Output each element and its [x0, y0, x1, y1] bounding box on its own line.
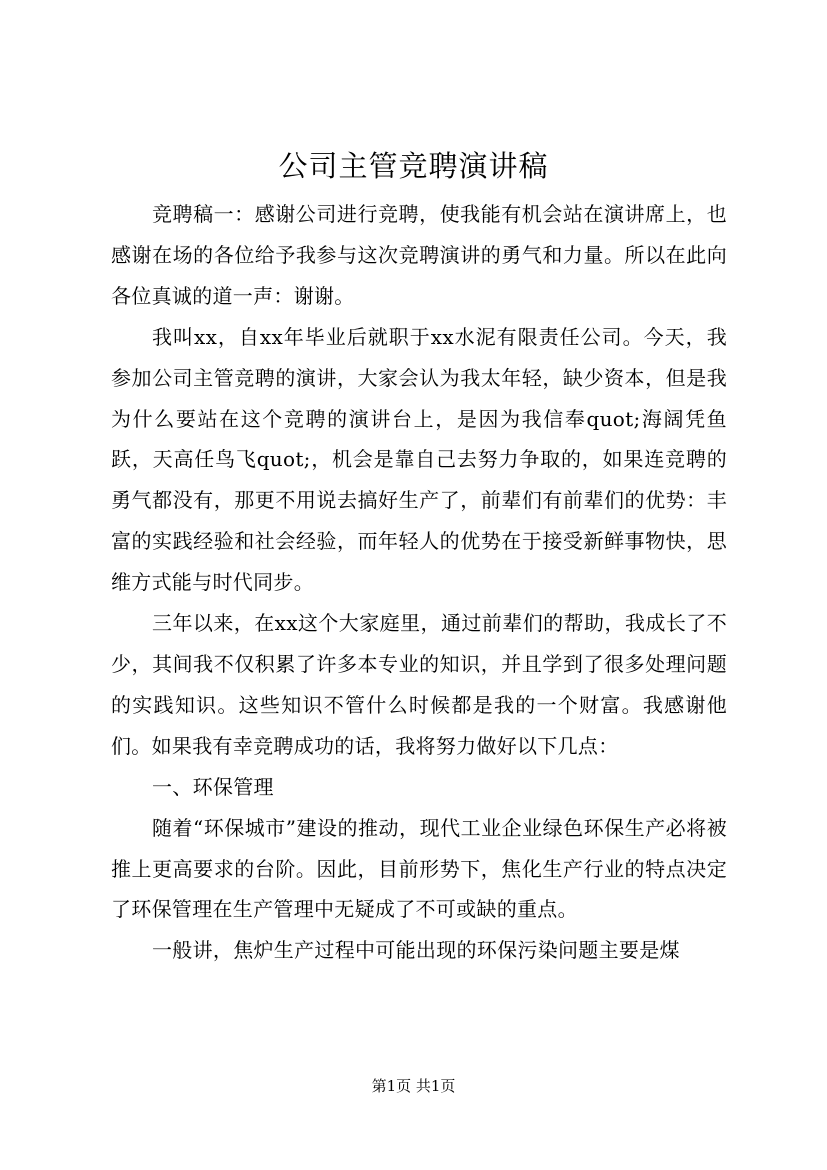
paragraph-self-introduction: 我叫xx，自xx年毕业后就职于xx水泥有限责任公司。今天，我参加公司主管竞聘的演讲，大家会认为我太年轻，缺少资本，但是我为什么要站在这个竞聘的演讲台上，是因为我信奉quot;海阔凭鱼跃，天高任鸟飞quot;，机会是靠自己去努力争取的，如果连竞聘的勇气都没有，那更不用说去搞好生产了，前辈们有前辈们的优势：丰富的实践经验和社会经验，而年轻人的优势在于接受新鲜事物快，思维方式能与时代同步。 — [111, 324, 727, 595]
document-body — [111, 194, 727, 971]
paragraph-intro: 竞聘稿一：感谢公司进行竞聘，使我能有机会站在演讲席上，也感谢在场的各位给予我参与这次竞聘演讲的勇气和力量。所以在此向各位真诚的道一声：谢谢。 — [111, 202, 727, 308]
document-title: 公司主管竞聘演讲稿 — [278, 149, 549, 183]
paragraph-environmental-context: 随着“环保城市”建设的推动，现代工业企业绿色环保生产必将被推上更高要求的台阶。因此，目前形势下，焦化生产行业的特点决定了环保管理在生产管理中无疑成了不可或缺的重点。 — [111, 815, 727, 922]
page-footer: 第1页 共1页 — [371, 1077, 456, 1095]
section-heading-environmental-management: 一、环保管理 — [152, 774, 274, 799]
paragraph-pollution-issues: 一般讲，焦炉生产过程中可能出现的环保污染问题主要是煤 — [152, 938, 680, 963]
paragraph-experience: 三年以来，在xx这个大家庭里，通过前辈们的帮助，我成长了不少，其间我不仅积累了许多本专业的知识，并且学到了很多处理问题的实践知识。这些知识不管什么时候都是我的一个财富。我感谢他们。如果我有幸竞聘成功的话，我将努力做好以下几点： — [111, 611, 727, 758]
